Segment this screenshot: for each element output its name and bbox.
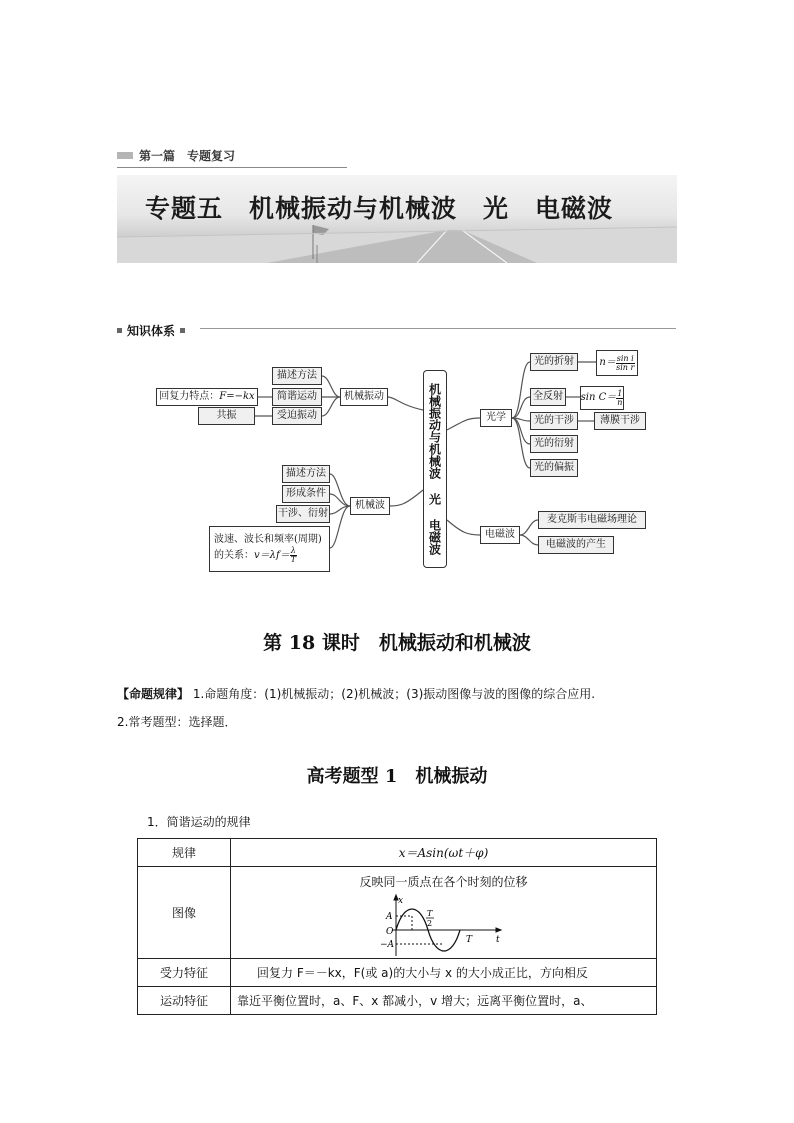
node-em-generation: 电磁波的产生 <box>538 536 614 554</box>
node-wave-description: 描述方法 <box>282 465 330 483</box>
graph-caption: 反映同一质点在各个时刻的位移 <box>359 875 528 889</box>
graph-t-axis-label: t <box>495 935 500 945</box>
graph-origin: O <box>385 927 393 937</box>
table-row <box>138 867 657 959</box>
table-cell-value: x＝Asin(ωt＋φ) <box>231 839 657 867</box>
lesson-title: 第 18 课时 机械振动和机械波 <box>263 632 531 654</box>
table-cell-value <box>231 867 657 959</box>
node-total-reflection: 全反射 <box>530 388 566 406</box>
node-wave-relation <box>209 526 330 572</box>
table-row <box>138 959 657 987</box>
refraction-formula-prefix: n＝ <box>599 357 616 369</box>
critical-fraction: $\frac{1}{n}$ <box>617 388 623 407</box>
exam-rules-line2: 2.常考题型：选择题． <box>117 715 237 729</box>
node-thin-film: 薄膜干涉 <box>594 412 646 430</box>
node-optics: 光学 <box>480 409 512 427</box>
table-row <box>138 839 657 867</box>
critical-formula-prefix: sin C＝ <box>580 392 617 404</box>
node-interference: 光的干涉 <box>530 412 578 430</box>
table-cell-value: 回复力 F＝－kx，F(或 a)的大小与 x 的大小成正比，方向相反 <box>231 959 657 987</box>
table-cell-key: 受力特征 <box>138 959 231 987</box>
node-formation-conditions: 形成条件 <box>282 485 330 503</box>
wave-relation-fraction: $\frac{\lambda}{T}$ <box>290 546 296 565</box>
node-refraction: 光的折射 <box>530 353 578 371</box>
breadcrumb-text: 第一篇 专题复习 <box>139 149 236 163</box>
node-restoring-force <box>156 388 258 406</box>
exam-rules-line1: 1.命题角度：(1)机械振动；(2)机械波；(3)振动图像与波的图像的综合应用. <box>192 687 596 701</box>
refraction-fraction: $\frac{\text{sin i}}{\text{sin r}}$ <box>616 353 635 372</box>
mind-map-center: 机械振动与机械波 光 电磁波 <box>423 370 447 568</box>
node-mechanical-wave: 机械波 <box>350 497 390 515</box>
table-cell-value: 靠近平衡位置时，a、F、x 都减小，v 增大；远离平衡位置时，a、 <box>231 987 657 1015</box>
table-cell-key: 运动特征 <box>138 987 231 1015</box>
sine-graph <box>374 892 514 958</box>
node-simple-harmonic: 简谐运动 <box>272 388 322 406</box>
node-em-wave: 电磁波 <box>480 526 520 544</box>
node-critical-angle-formula <box>580 386 624 410</box>
table-cell-key: 规律 <box>138 839 231 867</box>
node-interference-diffraction: 干涉、衍射 <box>276 505 330 523</box>
graph-period-label: T <box>465 935 472 945</box>
restoring-force-label: 回复力特点： <box>159 391 220 403</box>
graph-half-period-den: 2 <box>426 919 432 928</box>
graph-amp-pos: A <box>385 912 392 922</box>
subsection-heading: 1．简谐运动的规律 <box>147 815 251 829</box>
node-resonance: 共振 <box>198 407 255 425</box>
exam-rules-tag: 【命题规律】 <box>117 687 190 701</box>
node-vibration-description: 描述方法 <box>272 367 322 385</box>
section-heading-text: 知识体系 <box>127 324 176 338</box>
node-maxwell-theory: 麦克斯韦电磁场理论 <box>538 511 646 529</box>
restoring-force-formula: F=−kx <box>219 391 255 403</box>
question-type-title: 高考题型 1 机械振动 <box>306 766 488 787</box>
node-refraction-formula <box>596 350 638 376</box>
table-row <box>138 987 657 1015</box>
shm-law-table <box>137 838 657 1015</box>
table-cell-key: 图像 <box>138 867 231 959</box>
wave-relation-line2: 的关系： <box>214 550 254 561</box>
node-diffraction: 光的衍射 <box>530 435 578 453</box>
node-polarization: 光的偏振 <box>530 459 578 477</box>
graph-y-axis-label: x <box>397 896 403 906</box>
node-mechanical-vibration: 机械振动 <box>340 388 388 406</box>
topic-title: 专题五 机械振动与机械波 光 电磁波 <box>145 194 614 223</box>
graph-amp-neg: −A <box>379 940 394 950</box>
graph-half-period-num: T <box>426 909 432 918</box>
exam-rules <box>117 680 677 736</box>
wave-relation-line1: 波速、波长和频率(周期) <box>214 533 322 545</box>
node-forced-vibration: 受迫振动 <box>272 407 322 425</box>
wave-relation-formula: v＝λf＝ <box>254 550 290 561</box>
